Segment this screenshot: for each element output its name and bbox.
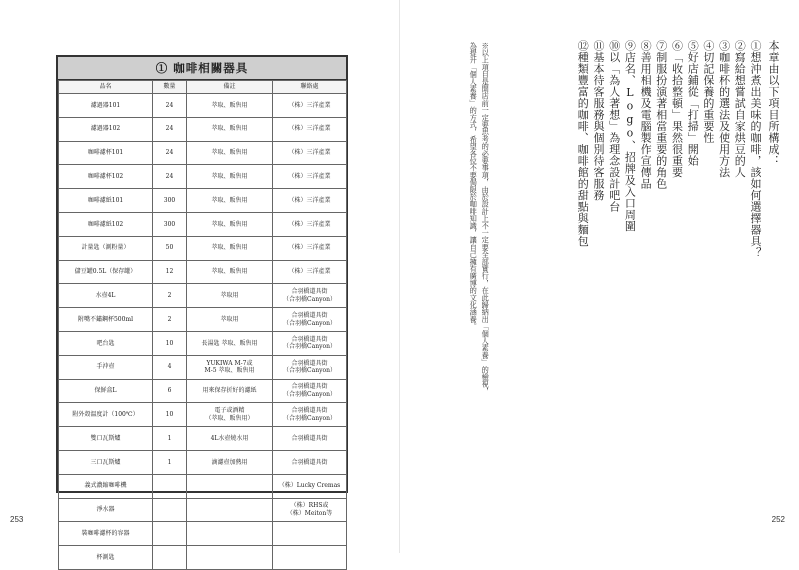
chapter-item: ⑦制服扮演著相當重要的角色 — [654, 40, 668, 190]
cell-quantity: 300 — [153, 189, 187, 213]
cell-quantity: 50 — [153, 236, 187, 260]
table-row — [59, 236, 347, 260]
header-contact: 聯絡處 — [273, 81, 347, 94]
chapter-item: ①想沖煮出美味的咖啡，該如何選擇器具？ — [749, 40, 762, 259]
cell-quantity: 10 — [153, 331, 187, 355]
cell-remarks: 萃取、販售用 — [187, 236, 273, 260]
cell-contact: （株）三洋產業 — [273, 212, 347, 236]
cell-contact: （株）三洋產業 — [273, 236, 347, 260]
cell-contact: （株）三洋產業 — [273, 117, 347, 141]
cell-item-name: 杯測匙 — [59, 546, 153, 570]
cell-item-name: 吧台匙 — [59, 331, 153, 355]
cell-contact: 合羽橋道具街 — [273, 450, 347, 474]
cell-remarks — [187, 546, 273, 570]
cell-item-name: 咖啡濾紙102 — [59, 212, 153, 236]
chapter-intro: 本章由以下項目所構成： — [767, 40, 780, 167]
chapter-item: ⑨店名、Logo、招牌及入口周圍 — [623, 40, 637, 232]
cell-quantity: 2 — [153, 308, 187, 332]
table-row — [59, 498, 347, 522]
cell-item-name: 濾過器101 — [59, 94, 153, 118]
table-row — [59, 308, 347, 332]
cell-quantity: 1 — [153, 427, 187, 451]
cell-quantity — [153, 546, 187, 570]
cell-remarks: 萃取、販售用 — [187, 260, 273, 284]
chapter-item: ⑩以「為人著想」為理念設計吧台 — [607, 40, 621, 213]
cell-contact: （株）三洋產業 — [273, 94, 347, 118]
table-row — [59, 403, 347, 427]
chapter-item: ②寫給想嘗試自家烘豆的人 — [733, 40, 747, 178]
chapter-item: ⑥「收拾整頓」果然很重要 — [670, 40, 684, 178]
cell-item-name: 儲豆罐0.5L（保存罐） — [59, 260, 153, 284]
cell-contact: 合羽橋道具街 （合羽橋Canyon） — [273, 403, 347, 427]
table-row — [59, 260, 347, 284]
cell-contact: 合羽橋道具街 （合羽橋Canyon） — [273, 355, 347, 379]
cell-item-name: 咖啡濾杯102 — [59, 165, 153, 189]
table-row — [59, 212, 347, 236]
cell-item-name: 雙口瓦斯爐 — [59, 427, 153, 451]
cell-quantity: 12 — [153, 260, 187, 284]
cell-item-name: 濾過器102 — [59, 117, 153, 141]
cell-contact: （株）三洋產業 — [273, 189, 347, 213]
left-page — [0, 0, 399, 561]
table-header-row — [59, 81, 347, 94]
cell-item-name: 附外殼溫度計（100℃） — [59, 403, 153, 427]
table-row — [59, 117, 347, 141]
table-row — [59, 189, 347, 213]
cell-contact — [273, 522, 347, 546]
cell-contact: 合羽橋道具街 （合羽橋Canyon） — [273, 331, 347, 355]
cell-quantity — [153, 522, 187, 546]
cell-contact — [273, 546, 347, 570]
chapter-item: ⑫種類豐富的咖啡、咖啡館的甜點與麵包 — [576, 40, 590, 247]
chapter-item: ④切記保養的重要性 — [701, 40, 715, 144]
header-quantity: 數量 — [153, 81, 187, 94]
cell-item-name: 裝咖啡濾杯的容器 — [59, 522, 153, 546]
cell-contact: （株）三洋產業 — [273, 165, 347, 189]
cell-remarks: 萃取、販售用 — [187, 165, 273, 189]
table-row — [59, 331, 347, 355]
cell-contact: （株）三洋產業 — [273, 260, 347, 284]
table-row — [59, 165, 347, 189]
cell-quantity: 10 — [153, 403, 187, 427]
table-title: ① 咖啡相關器具 — [58, 57, 346, 80]
header-remarks: 備註 — [187, 81, 273, 94]
table-row — [59, 94, 347, 118]
page-number-left: 253 — [10, 515, 24, 524]
cell-quantity: 1 — [153, 450, 187, 474]
cell-remarks: 萃取用 — [187, 284, 273, 308]
cell-remarks: 萃取、販售用 — [187, 189, 273, 213]
cell-quantity: 24 — [153, 165, 187, 189]
cell-quantity: 24 — [153, 117, 187, 141]
cell-contact: 合羽橋道具街 — [273, 427, 347, 451]
cell-contact: 合羽橋道具街 （合羽橋Canyon） — [273, 308, 347, 332]
table-row — [59, 379, 347, 403]
cell-contact: （株）三洋產業 — [273, 141, 347, 165]
cell-item-name: 附嘴不鏽鋼杯500ml — [59, 308, 153, 332]
cell-quantity: 6 — [153, 379, 187, 403]
cell-contact: 合羽橋道具街 （合羽橋Canyon） — [273, 284, 347, 308]
cell-item-name: 保鮮盒L — [59, 379, 153, 403]
cell-remarks: 用來保存折好的濾紙 — [187, 379, 273, 403]
cell-item-name: 義式濃縮咖啡機 — [59, 474, 153, 498]
cell-remarks: 電子或酒精 （萃取、販售用） — [187, 403, 273, 427]
cell-remarks: 萃取、販售用 — [187, 117, 273, 141]
chapter-item: ⑧善用相機及電腦製作宣傳品 — [639, 40, 653, 190]
note-line-1: ※以上項目是開店前一定要思考的必要事項，由於設計上不一定要全部實行，在此歸納出「個人素養」的檢視， — [481, 42, 491, 395]
cell-quantity — [153, 498, 187, 522]
table-row — [59, 546, 347, 570]
cell-item-name: 咖啡濾杯101 — [59, 141, 153, 165]
cell-item-name: 水壺4L — [59, 284, 153, 308]
cell-remarks: 萃取、販售用 — [187, 141, 273, 165]
cell-item-name: 手沖壺 — [59, 355, 153, 379]
cell-contact: （株）RHS或 （株）Meiton等 — [273, 498, 347, 522]
equipment-table — [56, 55, 348, 561]
cell-remarks — [187, 474, 273, 498]
cell-quantity: 4 — [153, 355, 187, 379]
cell-item-name: 淨水器 — [59, 498, 153, 522]
page-number-right: 252 — [771, 515, 785, 524]
cell-remarks: 長湯匙 萃取、販售用 — [187, 331, 273, 355]
cell-remarks: 滴濾壺加熱用 — [187, 450, 273, 474]
cell-item-name: 計量匙（測粉量） — [59, 236, 153, 260]
cell-quantity — [153, 474, 187, 498]
table-row — [59, 474, 347, 498]
cell-quantity: 24 — [153, 141, 187, 165]
cell-contact: （株）Lucky Cremas — [273, 474, 347, 498]
cell-remarks: 萃取用 — [187, 308, 273, 332]
header-item-name: 品名 — [59, 81, 153, 94]
cell-remarks — [187, 522, 273, 546]
cell-quantity: 2 — [153, 284, 187, 308]
equipment-list-table — [58, 80, 347, 570]
table-row — [59, 284, 347, 308]
table-row — [59, 450, 347, 474]
table-row — [59, 141, 347, 165]
right-page — [400, 0, 799, 553]
cell-remarks: 4L水壺燒水用 — [187, 427, 273, 451]
cell-item-name: 三口瓦斯爐 — [59, 450, 153, 474]
chapter-item: ⑪基本待客服務與個別待客服務 — [592, 40, 605, 201]
table-row — [59, 427, 347, 451]
cell-remarks: YUKIWA M-7或 M-5 萃取、販售用 — [187, 355, 273, 379]
cell-remarks — [187, 498, 273, 522]
table-row — [59, 522, 347, 546]
cell-contact: 合羽橋道具街 （合羽橋Canyon） — [273, 379, 347, 403]
chapter-item: ⑤好店鋪從「打掃」開始 — [686, 40, 700, 167]
cell-quantity: 24 — [153, 94, 187, 118]
cell-item-name: 咖啡濾紙101 — [59, 189, 153, 213]
chapter-item: ③咖啡杯的選法及使用方法 — [717, 40, 731, 178]
cell-remarks: 萃取、販售用 — [187, 94, 273, 118]
cell-quantity: 300 — [153, 212, 187, 236]
table-row — [59, 355, 347, 379]
note-line-2: 為提升「個人素養」的方式，希望各位不要侷限於咖啡知識，讓自己擁有廣博的文化涵養。 — [469, 42, 479, 330]
cell-remarks: 萃取、販售用 — [187, 212, 273, 236]
